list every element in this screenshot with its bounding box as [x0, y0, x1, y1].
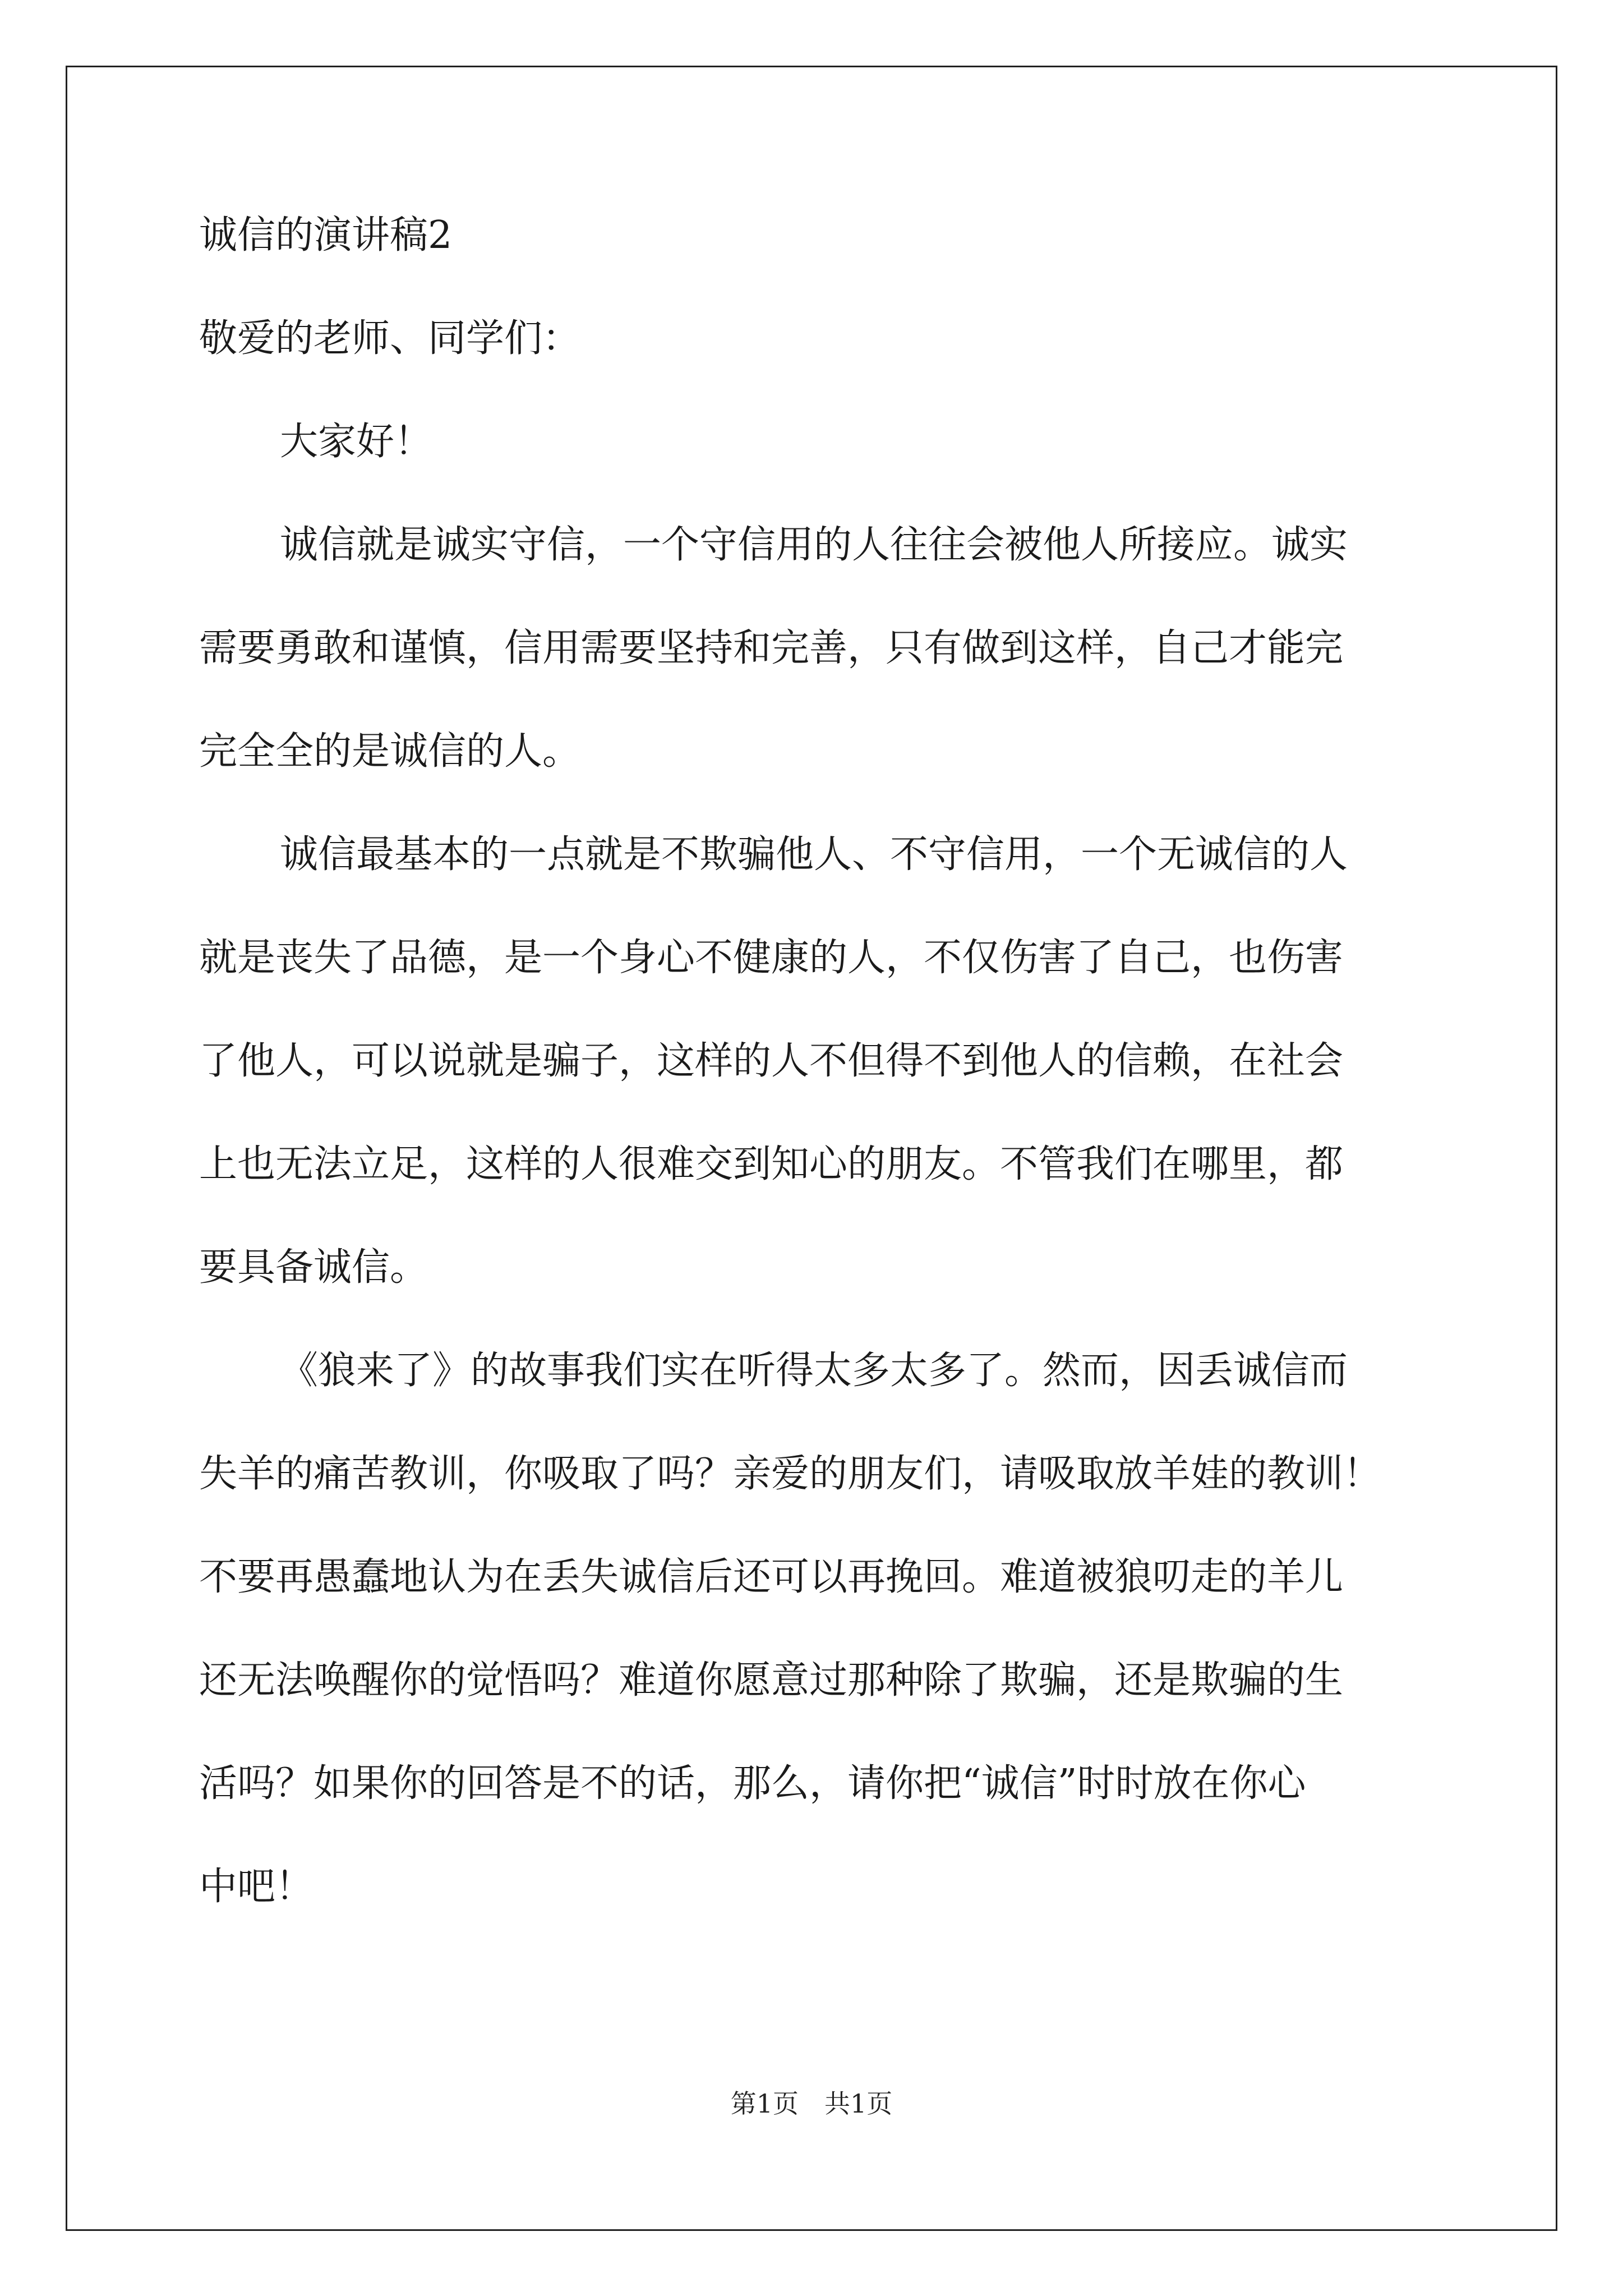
paragraph-line: 诚信最基本的一点就是不欺骗他人、不守信用，一个无诚信的人 — [280, 832, 1348, 877]
paragraph-line: 活吗？如果你的回答是不的话，那么，请你把“诚信”时时放在你心 — [199, 1761, 1306, 1806]
paragraph-line: 不要再愚蠢地认为在丢失诚信后还可以再挽回。难道被狼叨走的羊儿 — [199, 1555, 1344, 1599]
document-body — [199, 210, 1433, 1965]
paragraph-line: 了他人，可以说就是骗子，这样的人不但得不到他人的信赖，在社会 — [199, 1039, 1344, 1083]
paragraph-line: 诚信就是诚实守信，一个守信用的人往往会被他人所接应。诚实 — [280, 523, 1348, 567]
paragraph-line: 完全全的是诚信的人。 — [199, 729, 581, 774]
document-title: 诚信的演讲稿2 — [199, 213, 453, 257]
paragraph-line: 上也无法立足，这样的人很难交到知心的朋友。不管我们在哪里，都 — [199, 1142, 1344, 1186]
paragraph-line: 《狼来了》的故事我们实在听得太多太多了。然而，因丢诚信而 — [280, 1349, 1348, 1393]
paragraph-line: 就是丧失了品德，是一个身心不健康的人，不仅伤害了自己，也伤害 — [199, 936, 1344, 980]
paragraph-line: 还无法唤醒你的觉悟吗？难道你愿意过那种除了欺骗，还是欺骗的生 — [199, 1658, 1344, 1703]
paragraph — [199, 830, 1433, 1293]
paragraph-line: 要具备诚信。 — [199, 1245, 428, 1290]
paragraph-line: 需要勇敢和谨慎，信用需要坚持和完善，只有做到这样，自己才能完 — [199, 626, 1344, 670]
paragraph-line: 中吧！ — [199, 1865, 314, 1909]
paragraph-line: 失羊的痛苦教训，你吸取了吗？亲爱的朋友们，请吸取放羊娃的教训！ — [199, 1452, 1382, 1496]
paragraph — [199, 520, 1433, 777]
salutation: 敬爱的老师、同学们： — [199, 316, 581, 361]
greeting: 大家好！ — [280, 420, 433, 464]
page-number-footer: 第1页 共1页 — [730, 2088, 893, 2119]
paragraph — [199, 1346, 1433, 1912]
